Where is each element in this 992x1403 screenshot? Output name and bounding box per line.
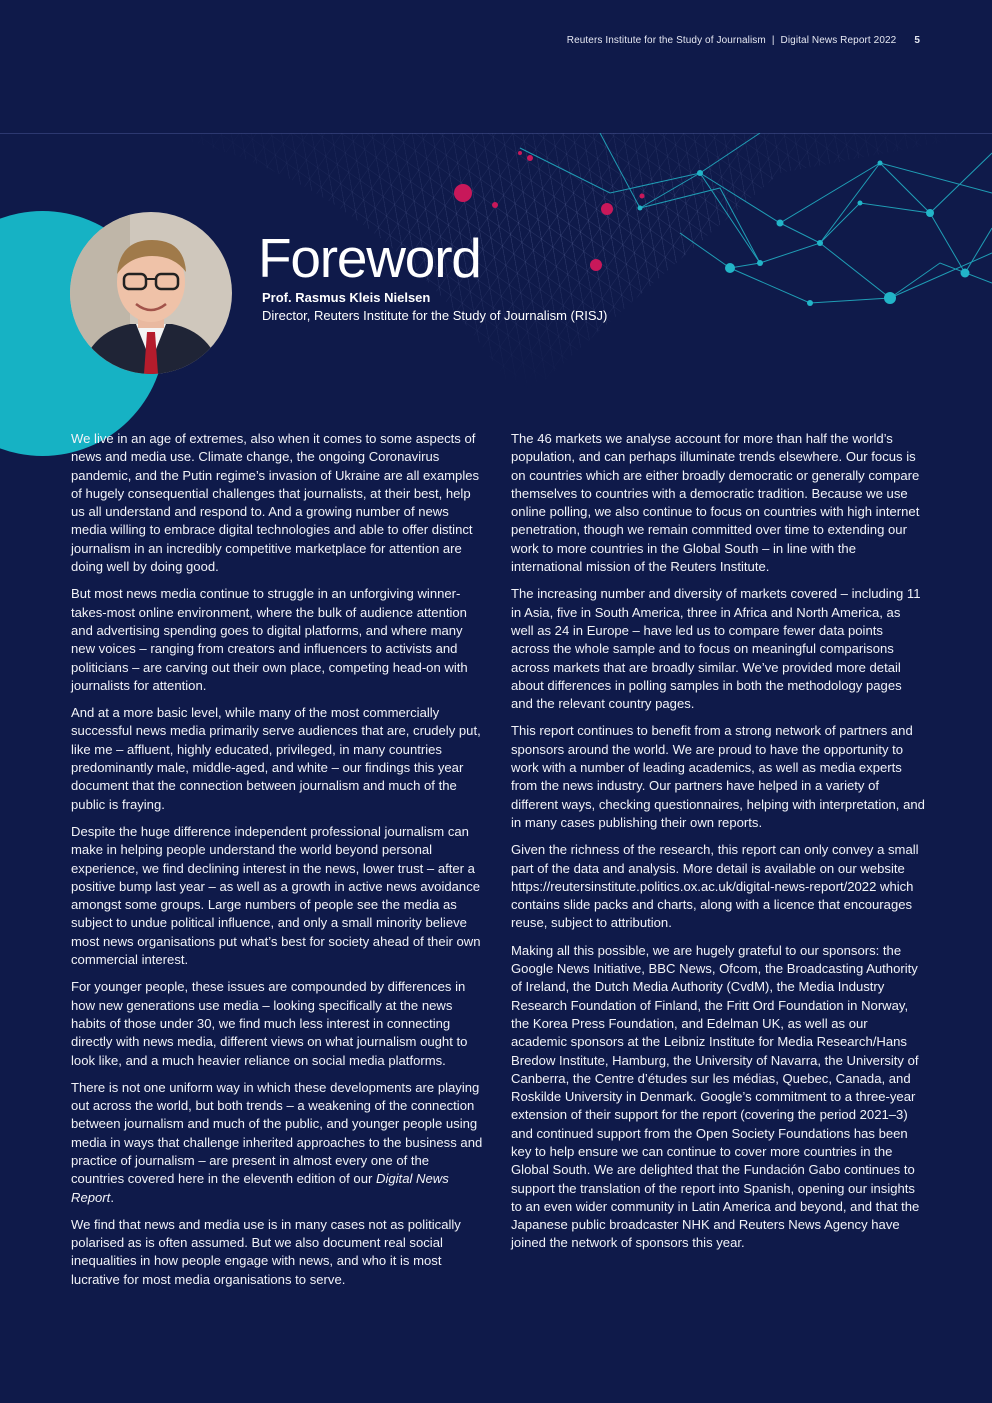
paragraph: Making all this possible, we are hugely grateful to our sponsors: the Google News Initiative, BBC News, Ofcom, the Broadcasting Authority of Ireland, the Dutch Media Authority (CvdM), the Media Industry Research Foundation of Finland, the Fritt Ord Foundation in Norway, the Korea Press Foundation, and Edelman UK, as well as our academic sponsors at the Leibniz Institute for Media Research/Hans Bredow Institute, Hamburg, the University of Navarra, the University of Canberra, the Centre d’études sur les médias, Quebec, Canada, and Roskilde University in Denmark. Google’s commitment to a three-year extension of their support for the report (covering the period 2021–3) and continued support from the Open Society Foundations has been key to help ensure we can continue to cover more countries in the Global South. We are delighted that the Fundación Gabo continues to support the translation of the report into Spanish, opening our insights to an even wider community in Latin America and beyond, and that the Japanese public broadcaster NHK and Reuters News Agency have joined the network of sponsors this year. <box>511 942 920 1251</box>
paragraph: But most news media continue to struggle in an unforgiving winner-takes-most online environment, where the bulk of audience attention and advertising spending goes to digital platforms, and where many new voices – ranging from creators and influencers to activists and politicians – are carving out their own place, competing head-on with journalists for attention. <box>71 586 468 693</box>
report-title-italic: Digital News Report <box>71 1171 449 1205</box>
header-publisher: Reuters Institute for the Study of Journalism <box>566 35 766 46</box>
author-portrait <box>70 212 232 374</box>
running-header <box>567 35 920 46</box>
paragraph-text: There is not one uniform way in which these developments are playing out across the world, but both trends – a weakening of the connection between journalism and much of the public, and younger people using media in ways that challenge inherited approaches to the business and practice of journalism – are present in almost every one of the countries covered here in the eleventh edition of our <box>71 1079 483 1187</box>
portrait-illustration <box>70 212 232 374</box>
paragraph: We live in an age of extremes, also when it comes to some aspects of news and media use. Climate change, the ongoing Coronavirus pandemic, and the Putin regime’s invasion of Ukraine are all examples of hugely consequential challenges that journalists, at their best, help us all understand and respond to. And a growing number of news media willing to embrace digital technologies and able to offer distinct journalism in an incredibly competitive marketplace for attention are doing well by doing good. <box>71 431 480 575</box>
paragraph: Given the richness of the research, this report can only convey a small part of the data and analysis. More detail is available on our website https://reutersinstitute.politics.ox.ac.uk/digital-news-report/2022 which contains slide packs and charts, along with a licence that encourages reuse, subject to attribution. <box>511 842 919 931</box>
paragraph: The 46 markets we analyse account for more than half the world’s population, and can perhaps illuminate trends elsewhere. Our focus is on countries which are either broadly democratic or generally compare themselves to countries with a democratic tradition. Because we use online polling, we also continue to focus on countries with high internet penetration, though we remain committed over time to extending our work to more countries in the Global South – in line with the international mission of the Reuters Institute. <box>511 431 920 575</box>
paragraph: The increasing number and diversity of markets covered – including 11 in Asia, five in South America, three in Africa and North America, as well as 24 in Europe – have led us to compare fewer data points across the whole sample and to focus on meaningful comparisons across markets that are broadly similar. We’ve provided more detail about differences in polling samples in both the methodology pages and the relevant country pages. <box>511 586 921 712</box>
page-title: Foreword <box>258 227 481 289</box>
paragraph: This report continues to benefit from a strong network of partners and sponsors around the world. We are proud to have the opportunity to work with a number of leading academics, as well as media experts from the news industry. Our partners have helped in a variety of different ways, checking questionnaires, helping with interpretation, and in many cases publishing their own reports. <box>511 723 925 830</box>
paragraph-end: . <box>110 1189 114 1205</box>
right-text-column <box>511 430 925 1262</box>
left-text-column <box>71 430 483 1298</box>
header-separator: | <box>771 35 775 46</box>
paragraph: And at a more basic level, while many of the most commercially successful news media primarily serve audiences that are, crudely put, like me – affluent, highly educated, privileged, in many countries predominantly male, middle-aged, and white – our findings this year document that the connection between journalism and much of the public is fraying. <box>71 705 481 812</box>
paragraph: We find that news and media use is in many cases not as politically polarised as is often assumed. But we also document real social inequalities in how people engage with news, and who it is most lucrative for most media organisations to serve. <box>71 1216 461 1287</box>
header-report: Digital News Report 2022 <box>780 35 897 46</box>
paragraph: Despite the huge difference independent professional journalism can make in helping people understand the world beyond personal experience, we find declining interest in the news, lower trust – after a positive bump last year – as well as a growth in active news avoidance amongst some groups. Large numbers of people see the media as subject to undue political influence, and only a small minority believe most news organisations put what’s best for society ahead of their own commercial interest. <box>71 823 481 968</box>
author-role: Director, Reuters Institute for the Study of Journalism (RISJ) <box>262 308 608 323</box>
paragraph <box>71 1079 483 1207</box>
paragraph: For younger people, these issues are compounded by differences in how new generations use media – looking specifically at the news habits of those under 30, we find much less interest in connecting directly with news media, different views on what journalism ought to look like, and a much heavier reliance on social media platforms. <box>71 979 468 1068</box>
author-name: Prof. Rasmus Kleis Nielsen <box>262 290 431 305</box>
page-number: 5 <box>914 35 920 46</box>
